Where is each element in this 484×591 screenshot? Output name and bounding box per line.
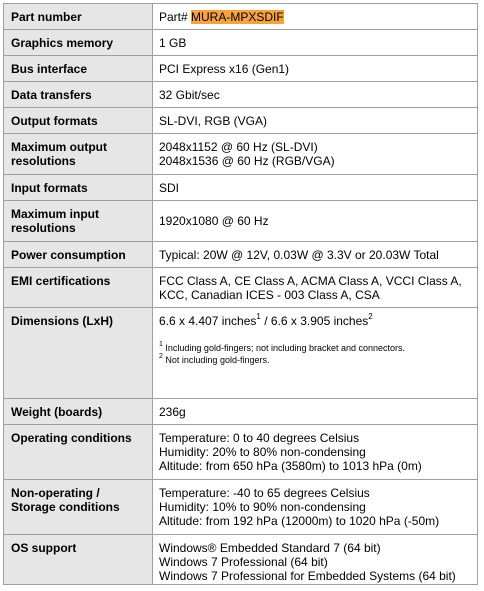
value-line: Temperature: -40 to 65 degrees Celsius bbox=[159, 486, 370, 500]
row-label: Part number bbox=[4, 4, 153, 30]
footnote-2 bbox=[159, 354, 473, 366]
row-value bbox=[153, 480, 478, 535]
row-label: Data transfers bbox=[4, 82, 153, 108]
row-value: 236g bbox=[153, 399, 478, 425]
row-input-formats bbox=[4, 175, 478, 201]
value-line: Humidity: 10% to 90% non-condensing bbox=[159, 500, 366, 514]
row-value: 1920x1080 @ 60 Hz bbox=[153, 201, 478, 242]
row-bus-interface bbox=[4, 56, 478, 82]
row-power-consumption bbox=[4, 242, 478, 268]
row-label: Power consumption bbox=[4, 242, 153, 268]
footnote-text-2: Not including gold-fingers. bbox=[162, 355, 270, 365]
part-prefix: Part# bbox=[159, 10, 192, 24]
row-max-input-resolutions bbox=[4, 201, 478, 242]
row-operating-conditions bbox=[4, 425, 478, 480]
row-os-support bbox=[4, 535, 478, 585]
footnote-mark-2: 2 bbox=[159, 353, 163, 360]
row-value: Typical: 20W @ 12V, 0.03W @ 3.3V or 20.03W Total bbox=[153, 242, 478, 268]
row-label: Graphics memory bbox=[4, 30, 153, 56]
spec-table bbox=[3, 3, 478, 585]
value-line: FCC Class A, CE Class A, ACMA Class A, VCCI Class A, bbox=[159, 274, 462, 288]
row-label: Non-operating / Storage conditions bbox=[4, 480, 153, 535]
dimension-separator: / bbox=[260, 314, 271, 328]
row-weight bbox=[4, 399, 478, 425]
row-label: Operating conditions bbox=[4, 425, 153, 480]
value-line: Altitude: from 192 hPa (12000m) to 1020 hPa (-50m) bbox=[159, 514, 440, 528]
row-emi-certifications bbox=[4, 268, 478, 308]
row-value: 32 Gbit/sec bbox=[153, 82, 478, 108]
row-value: 1 GB bbox=[153, 30, 478, 56]
dimension-2: 6.6 x 3.905 inches bbox=[270, 314, 369, 328]
value-line: Altitude: from 650 hPa (3580m) to 1013 hPa (0m) bbox=[159, 459, 422, 473]
row-value bbox=[153, 134, 478, 175]
row-value bbox=[153, 535, 478, 585]
value-line: Windows 7 Professional for Embedded Systems (64 bit) bbox=[159, 569, 456, 583]
value-line: 2048x1152 @ 60 Hz (SL-DVI) bbox=[159, 140, 318, 154]
row-label: Output formats bbox=[4, 108, 153, 134]
row-value: SDI bbox=[153, 175, 478, 201]
value-line: Humidity: 20% to 80% non-condensing bbox=[159, 445, 366, 459]
row-label: Dimensions (LxH) bbox=[4, 308, 153, 399]
row-label: Input formats bbox=[4, 175, 153, 201]
footnote-ref-2: 2 bbox=[368, 312, 373, 321]
row-label: Bus interface bbox=[4, 56, 153, 82]
row-value bbox=[153, 4, 478, 30]
row-data-transfers bbox=[4, 82, 478, 108]
row-label: Weight (boards) bbox=[4, 399, 153, 425]
value-line: Temperature: 0 to 40 degrees Celsius bbox=[159, 431, 360, 445]
row-label: EMI certifications bbox=[4, 268, 153, 308]
row-part-number bbox=[4, 4, 478, 30]
row-graphics-memory bbox=[4, 30, 478, 56]
value-line: 2048x1536 @ 60 Hz (RGB/VGA) bbox=[159, 154, 335, 168]
value-line: Windows® Embedded Standard 7 (64 bit) bbox=[159, 541, 381, 555]
footnote-1 bbox=[159, 342, 473, 354]
footnote-text-1: Including gold-fingers; not including bracket and connectors. bbox=[162, 343, 406, 353]
value-line: Windows 7 Professional (64 bit) bbox=[159, 555, 328, 569]
footnote-mark-1: 1 bbox=[159, 341, 163, 348]
dimensions-line bbox=[159, 314, 473, 328]
row-label: OS support bbox=[4, 535, 153, 585]
value-line: KCC, Canadian ICES - 003 Class A, CSA bbox=[159, 288, 380, 302]
row-dimensions bbox=[4, 308, 478, 399]
dimension-1: 6.6 x 4.407 inches bbox=[159, 314, 257, 328]
footnote-ref-1: 1 bbox=[256, 312, 261, 321]
row-value bbox=[153, 268, 478, 308]
row-value bbox=[153, 425, 478, 480]
row-max-output-resolutions bbox=[4, 134, 478, 175]
row-value bbox=[153, 308, 478, 399]
row-value: SL-DVI, RGB (VGA) bbox=[153, 108, 478, 134]
part-number-highlight: MURA-MPXSDIF bbox=[191, 10, 284, 24]
row-value: PCI Express x16 (Gen1) bbox=[153, 56, 478, 82]
row-output-formats bbox=[4, 108, 478, 134]
row-label: Maximum output resolutions bbox=[4, 134, 153, 175]
row-label: Maximum input resolutions bbox=[4, 201, 153, 242]
row-non-operating-conditions bbox=[4, 480, 478, 535]
